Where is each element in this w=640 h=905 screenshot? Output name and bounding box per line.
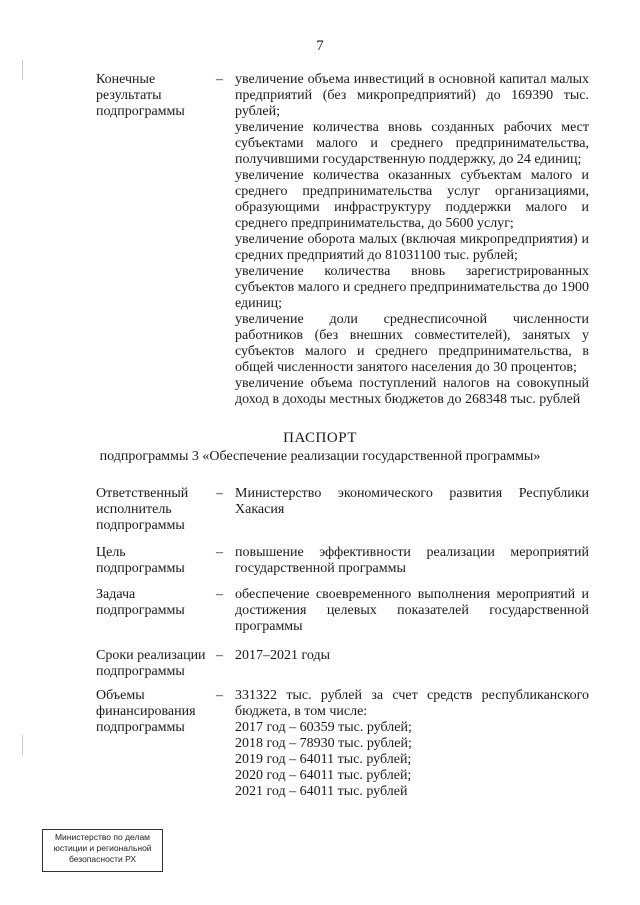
result-item: увеличение доли среднесписочной численности работников (без внешних совместителей), занятых у субъектов малого и среднего предпринимательства, в общей численности занятого населения до 30 процентов; bbox=[235, 312, 589, 375]
row-text: 2020 год – 64011 тыс. рублей; bbox=[235, 768, 412, 783]
row-text: 2017–2021 годы bbox=[235, 648, 331, 663]
row-text: Министерство экономического развития Республики Хакасия bbox=[235, 486, 589, 517]
passport-title: ПАСПОРТ bbox=[283, 430, 357, 446]
row-dash: – bbox=[216, 688, 223, 703]
row-label: Сроки реализации подпрограммы bbox=[96, 648, 206, 679]
results-list bbox=[235, 72, 589, 408]
row-text: обеспечение своевременного выполнения мероприятий и достижения целевых показателей государственной программы bbox=[235, 587, 589, 634]
row-text: 2019 год – 64011 тыс. рублей; bbox=[235, 752, 412, 767]
result-item: увеличение количества вновь созданных рабочих мест субъектами малого и среднего предпринимательства, получившими государственную поддержку, до 24 единиц; bbox=[235, 120, 589, 167]
row-label: Ответственный исполнитель подпрограммы bbox=[96, 486, 189, 533]
row-label: Цель подпрограммы bbox=[96, 545, 185, 576]
row-dash: – bbox=[216, 587, 223, 602]
result-item: увеличение количества вновь зарегистрированных субъектов малого и среднего предпринимательства до 1900 единиц; bbox=[235, 264, 589, 311]
passport-subtitle: подпрограммы 3 «Обеспечение реализации государственной программы» bbox=[99, 449, 541, 464]
row-text: 2018 год – 78930 тыс. рублей; bbox=[235, 736, 412, 751]
row-text: 331322 тыс. рублей за счет средств республиканского бюджета, в том числе: bbox=[235, 688, 589, 719]
row-dash: – bbox=[216, 648, 223, 663]
row-text: 2017 год – 60359 тыс. рублей; bbox=[235, 720, 412, 735]
row-text: 2021 год – 64011 тыс. рублей bbox=[235, 784, 408, 799]
row-dash: – bbox=[216, 486, 223, 501]
row-dash: – bbox=[216, 545, 223, 560]
row-text: повышение эффективности реализации мероприятий государственной программы bbox=[235, 545, 589, 576]
stamp-line: юстиции и региональной bbox=[53, 843, 152, 853]
registration-stamp bbox=[42, 829, 163, 872]
stamp-line: безопасности РХ bbox=[68, 854, 137, 864]
row-content bbox=[235, 587, 589, 635]
row-content bbox=[235, 486, 589, 518]
results-label: Конечные результаты подпрограммы bbox=[96, 72, 185, 119]
margin-mark bbox=[22, 60, 23, 80]
result-item: увеличение объема инвестиций в основной капитал малых предприятий (без микропредприятий) до 169390 тыс. рублей; bbox=[235, 72, 589, 119]
result-item: увеличение объема поступлений налогов на совокупный доход в доходы местных бюджетов до 268348 тыс. рублей bbox=[235, 376, 589, 407]
margin-mark bbox=[22, 735, 23, 755]
row-label: Задача подпрограммы bbox=[96, 587, 185, 618]
row-label: Объемы финансирования подпрограммы bbox=[96, 688, 196, 735]
stamp-line: Министерство по делам bbox=[54, 832, 151, 842]
row-content bbox=[235, 648, 589, 664]
result-item: увеличение оборота малых (включая микропредприятия) и средних предприятий до 81031100 тыс. рублей; bbox=[235, 232, 589, 263]
row-content bbox=[235, 545, 589, 577]
results-dash: – bbox=[216, 72, 223, 87]
result-item: увеличение количества оказанных субъектам малого и среднего предпринимательства услуг организациями, образующими инфраструктуру поддержки малого и среднего предпринимательства, до 5600 услуг; bbox=[235, 168, 589, 231]
page-number: 7 bbox=[316, 38, 324, 54]
row-content bbox=[235, 688, 589, 800]
